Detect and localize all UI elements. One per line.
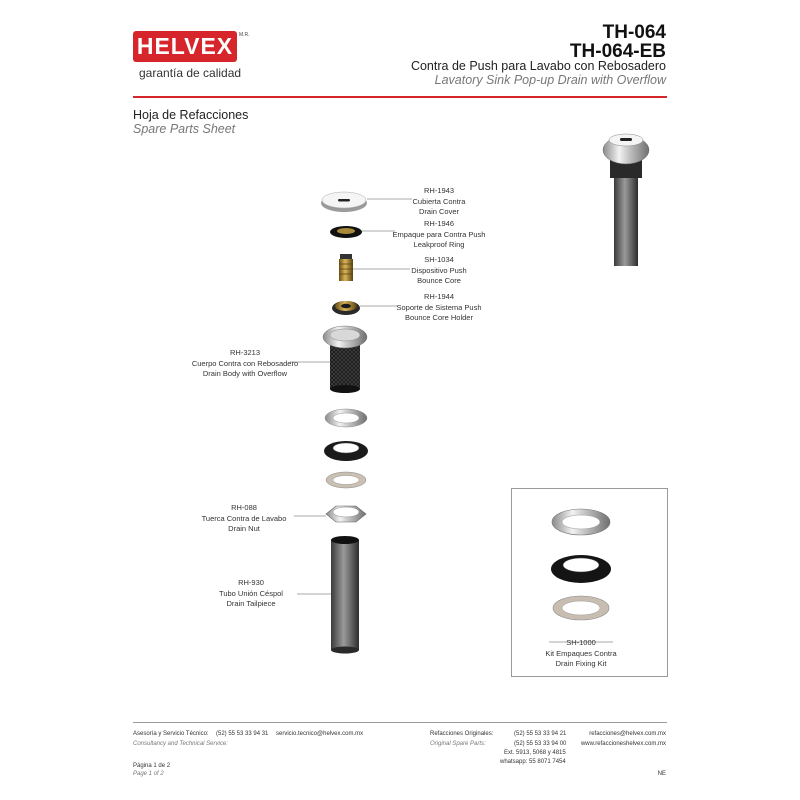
part-code: RH-1946: [423, 219, 454, 228]
product-title-es: Contra de Push para Lavabo con Rebosadero: [410, 59, 666, 73]
footer-parts-email[interactable]: refacciones@helvex.com.mx: [589, 731, 666, 737]
part-name-en: Leakproof Ring: [413, 240, 465, 249]
part-code: RH-3213: [229, 348, 260, 357]
footer-parts-web[interactable]: www.refaccioneshelvex.com.mx: [580, 741, 666, 747]
part-name-es: Cuerpo Contra con Rebosadero: [191, 358, 299, 368]
upper-washer-drawing: [325, 409, 367, 427]
brand-registered-mark: M.R.: [239, 32, 250, 38]
part-name-en: Drain Tailpiece: [226, 599, 276, 608]
part-label-tailpiece: [203, 578, 299, 610]
drain-cover-drawing: [321, 192, 367, 212]
document-lang-code: NE: [657, 771, 666, 777]
footer-divider: [133, 722, 667, 723]
model-number-secondary: TH-064-EB: [569, 41, 666, 62]
part-code: RH-1944: [423, 292, 454, 301]
sheet-title-es: Hoja de Refacciones: [133, 108, 249, 122]
part-code: RH-930: [238, 578, 264, 587]
part-code: RH-088: [231, 503, 257, 512]
part-name-es: Cubierta Contra: [412, 196, 466, 206]
drain-body-drawing: [323, 326, 367, 393]
part-label-drain-fixing-kit: [535, 638, 627, 670]
kit-washer-drawing: [552, 509, 610, 535]
part-name-en: Bounce Core: [417, 276, 461, 285]
part-name-en: Drain Nut: [228, 524, 260, 533]
part-name-en: Bounce Core Holder: [405, 313, 473, 322]
bounce-core-holder-drawing: [332, 301, 360, 315]
product-title-en: Lavatory Sink Pop-up Drain with Overflow: [434, 73, 666, 87]
part-name-en: Drain Fixing Kit: [555, 659, 607, 668]
footer-tech-phone[interactable]: (52) 55 53 33 94 31: [216, 731, 269, 737]
part-label-bounce-core-holder: [388, 292, 490, 324]
part-label-drain-cover: [396, 186, 482, 218]
rubber-gasket-drawing: [324, 441, 368, 461]
page-number-en: Page 1 of 2: [133, 771, 164, 777]
part-name-en: Drain Cover: [418, 207, 459, 216]
part-label-bounce-core: [396, 255, 482, 287]
part-name-es: Kit Empaques Contra: [545, 648, 617, 658]
footer-tech-label-en: Consultancy and Technical Service:: [133, 741, 228, 747]
sheet-title-en: Spare Parts Sheet: [133, 122, 236, 136]
footer-parts-phone-1[interactable]: (52) 55 53 33 94 21: [514, 731, 567, 737]
tailpiece-drawing: [331, 536, 359, 654]
footer-parts-whatsapp[interactable]: whatsapp: 55 8071 7454: [500, 759, 566, 765]
bounce-core-drawing: [339, 254, 353, 281]
kit-gasket-drawing: [551, 555, 611, 583]
footer-tech-label: Asesoría y Servicio Técnico:: [133, 731, 209, 737]
footer-parts-label-en: Original Spare Parts:: [430, 741, 486, 747]
leakproof-ring-drawing: [330, 226, 362, 238]
part-name-es: Soporte de Sistema Push: [396, 302, 482, 312]
part-label-leakproof-ring: [384, 219, 494, 251]
part-name-es: Tuerca Contra de Lavabo: [201, 513, 287, 523]
page-number-es: Página 1 de 2: [133, 763, 171, 769]
part-name-es: Empaque para Contra Push: [392, 229, 486, 239]
part-name-es: Tubo Unión Céspol: [219, 588, 283, 598]
model-number-primary: TH-064: [602, 22, 666, 43]
part-code: SH-1000: [566, 638, 596, 647]
brand-tagline: garantía de calidad: [139, 66, 242, 80]
part-label-drain-nut: [196, 503, 292, 535]
part-name-en: Drain Body with Overflow: [202, 369, 288, 378]
part-name-es: Dispositivo Push: [411, 265, 467, 275]
footer-tech-email[interactable]: servicio.tecnico@helvex.com.mx: [276, 731, 364, 737]
footer-parts-phone-2[interactable]: (52) 55 53 33 94 00: [514, 741, 567, 747]
footer-parts-label: Refacciones Originales:: [430, 731, 494, 737]
part-code: RH-1943: [423, 186, 454, 195]
part-label-drain-body: [185, 348, 305, 380]
drain-nut-drawing: [326, 506, 366, 522]
footer-parts-ext: Ext. 5913, 5068 y 4815: [504, 750, 566, 756]
kit-friction-washer-drawing: [553, 596, 609, 620]
part-code: SH-1034: [424, 255, 454, 264]
brand-logo-text: HELVEX: [136, 33, 234, 59]
assembled-drain-image: [603, 134, 649, 266]
friction-washer-drawing: [326, 472, 366, 488]
